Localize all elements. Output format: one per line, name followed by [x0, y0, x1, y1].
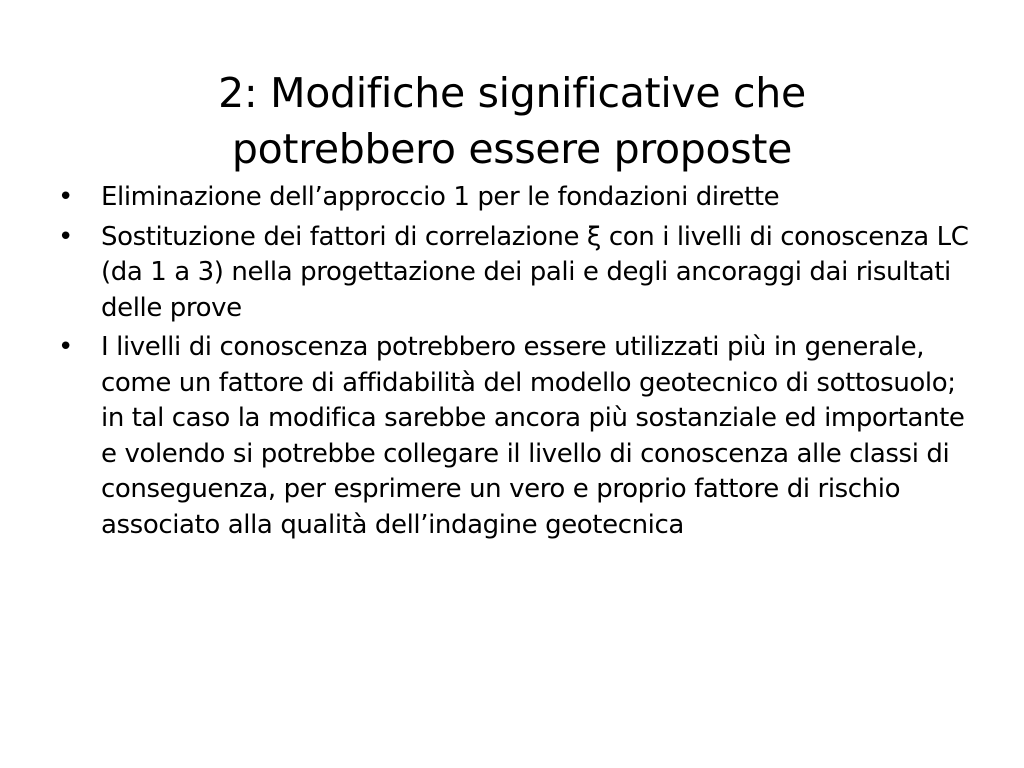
bullet-item-2 [58, 220, 978, 327]
slide-title [60, 65, 964, 177]
bullet-item-1 [58, 180, 978, 216]
bullet-text-3: I livelli di conoscenza potrebbero essere utilizzati più in generale, come un fattore di affidabilità del modello geotecnico di sottosuolo; in tal caso la modifica sarebbe ancora più sostanziale ed importante e volendo si potrebbe collegare il livello di conoscenza alle classi di conseguenza, per esprimere un vero e proprio fattore di rischio associato alla qualità dell’indagine geotecnica [101, 332, 965, 540]
bullet-icon: • [58, 221, 73, 252]
bullet-icon: • [58, 182, 73, 212]
bullet-list [58, 180, 978, 547]
bullet-item-3 [58, 330, 978, 543]
bullet-text-1: Eliminazione dell’approccio 1 per le fondazioni dirette [101, 182, 780, 212]
slide-title-line-1: 2: Modifiche significative che [218, 69, 806, 118]
slide-title-line-2: potrebbero essere proposte [231, 125, 793, 174]
bullet-text-2: Sostituzione dei fattori di correlazione ξ con i livelli di conoscenza LC (da 1 a 3) nella progettazione dei pali e degli ancoraggi dai risultati delle prove [101, 221, 969, 323]
bullet-icon: • [58, 332, 73, 362]
